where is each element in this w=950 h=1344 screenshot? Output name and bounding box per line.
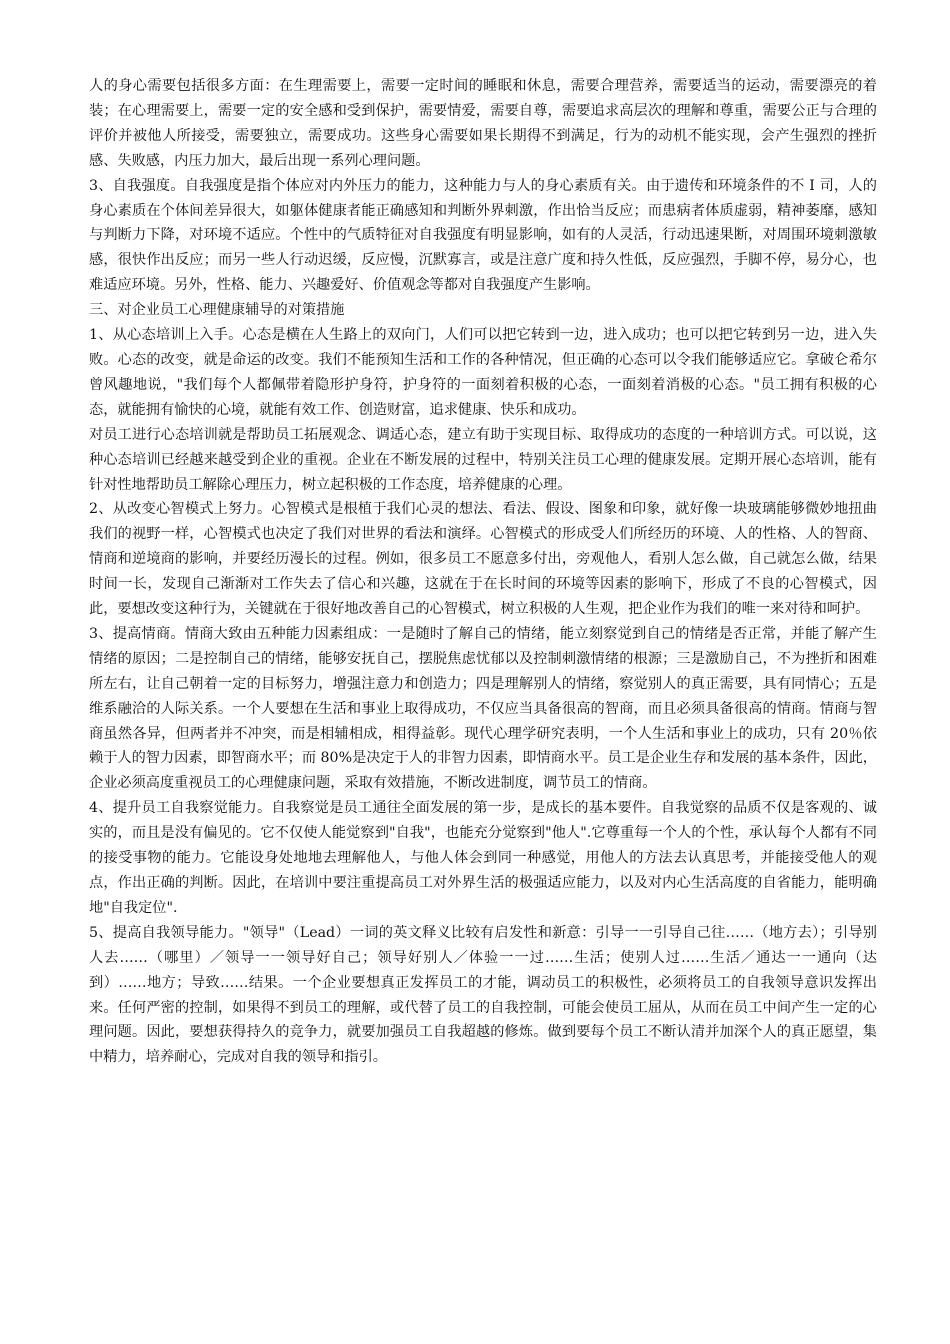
paragraph-self-awareness: 4、提升员工自我察觉能力。自我察觉是员工通往全面发展的第一步，是成长的基本要件。自我觉察的品质不仅是客观的、诚实的，而且是没有偏见的。它不仅使人能觉察到"自我"，也能充分觉察到"他人".它尊重每一个人的个性，承认每个人都有不同的接受事物的能力。它能设身处地地去理解他人，与他人体会到同一种感觉，用他人的方法去认真思考，并能接受他人的观点，作出正确的判断。因此，在培训中要注重提高员工对外界生活的极强适应能力，以及对内心生活高度的自省能力，能明确地"自我定位". [89, 800, 877, 916]
paragraph-self-leadership: 5、提高自我领导能力。"领导"（Lead）一词的英文释义比较有启发性和新意：引导一一引导自己往……（地方去）；引导别人去……（哪里）／领导一一领导好自己；领导好别人／体验一一过……生活；使别人过……生活／通达一一通向（达到）……地方；导致……结果。一个企业要想真正发挥员工的才能，调动员工的积极性，必须将员工的自我领导意识发挥出来。任何严密的控制，如果得不到员工的理解，或代替了员工的自我控制，可能会使员工屈从，从而在员工中间产生一定的心理问题。因此，要想获得持久的竞争力，就要加强员工自我超越的修炼。做到要每个员工不断认清并加深个人的真正愿望，集中精力，培养耐心，完成对自我的领导和指引。 [89, 924, 877, 1066]
section-heading-countermeasures: 三、对企业员工心理健康辅导的对策措施 [89, 302, 345, 319]
document-body [89, 74, 877, 1070]
paragraph-mental-model: 2、从改变心智模式上努力。心智模式是根植于我们心灵的想法、看法、假设、图象和印象，就好像一块玻璃能够微妙地扭曲我们的视野一样，心智模式也决定了我们对世界的看法和演绎。心智模式的形成受人们所经历的环境、人的性格、人的智商、情商和逆境商的影响，并要经历漫长的过程。例如，很多员工不愿意多付出，旁观他人，看别人怎么做，自己就怎么做，结果时间一长，发现自己渐渐对工作失去了信心和兴趣，这就在于在长时间的环境等因素的影响下，形成了不良的心智模式，因此，要想改变这种行为，关键就在于很好地改善自己的心智模式，树立积极的人生观，把企业作为我们的唯一来对待和呵护。 [89, 501, 877, 618]
paragraph-ego-strength: 3、自我强度。自我强度是指个体应对内外压力的能力，这种能力与人的身心素质有关。由于遗传和环境条件的不 I 司，人的身心素质在个体间差异很大，如躯体健康者能正确感知和判断外界刺激，作出恰当反应；而患病者体质虚弱，精神萎靡，感知与判断力下降，对环境不适应。个性中的气质特征对自我强度有明显影响，如有的人灵活，行动迅速果断，对周围环境刺激敏感，很快作出反应；而另一些人行动迟缓，反应慢，沉默寡言，或是注意广度和持久性低，反应强烈，手脚不停，易分心，也难适应环境。另外，性格、能力、兴趣爱好、价值观念等都对自我强度产生影响。 [89, 177, 877, 294]
paragraph-mindset-training: 1、从心态培训上入手。心态是横在人生路上的双向门，人们可以把它转到一边，进入成功；也可以把它转到另一边，进入失败。心态的改变，就是命运的改变。我们不能预知生活和工作的各种情况，但正确的心态可以令我们能够适应它。拿破仑希尔曾风趣地说，"我们每个人都佩带着隐形护身符，护身符的一面刻着积极的心态，一面刻着消极的心态。"员工拥有积极的心态，就能拥有愉快的心境，就能有效工作、创造财富，追求健康、快乐和成功。 [89, 327, 877, 418]
paragraph-emotional-quotient: 3、提高情商。情商大致由五种能力因素组成：一是随时了解自己的情绪，能立刻察觉到自己的情绪是否正常，并能了解产生情绪的原因；二是控制自己的情绪，能够安抚自己，摆脱焦虑忧郁以及控制刺激情绪的根源；三是激励自己，不为挫折和困难所左右，让自己朝着一定的目标努力，增强注意力和创造力；四是理解别人的情绪，察觉别人的真正需要，具有同情心；五是维系融洽的人际关系。一个人要想在生活和事业上取得成功，不仅应当具备很高的智商，而且必须具备很高的情商。情商与智商虽然各异，但两者并不冲突，而是相辅相成，相得益彰。现代心理学研究表明，一个人生活和事业上的成功，只有 20％依赖于人的智力因素，即智商水平；而 80%是决定于人的非智力因素，即情商水平。员工是企业生存和发展的基本条件，因此，企业必须高度重视员工的心理健康问题，采取有效措施，不断改进制度，调节员工的情商。 [89, 625, 877, 792]
paragraph-mindset-training-detail: 对员工进行心态培训就是帮助员工拓展观念、调适心态，建立有助于实现目标、取得成功的态度的一种培训方式。可以说，这种心态培训已经越来越受到企业的重视。企业在不断发展的过程中，特别关注员工心理的健康发展。定期开展心态培训，能有针对性地帮助员工解除心理压力，树立起积极的工作态度，培养健康的心理。 [89, 426, 877, 493]
paragraph-body-needs: 人的身心需要包括很多方面：在生理需要上，需要一定时间的睡眠和休息，需要合理营养，需要适当的运动，需要漂亮的着装；在心理需要上，需要一定的安全感和受到保护，需要情爱，需要自尊，需要追求高层次的理解和尊重，需要公正与合理的评价并被他人所接受，需要独立，需要成功。这些身心需要如果长期得不到满足，行为的动机不能实现，会产生强烈的挫折感、失败感，内压力加大，最后出现一系列心理问题。 [89, 78, 877, 169]
